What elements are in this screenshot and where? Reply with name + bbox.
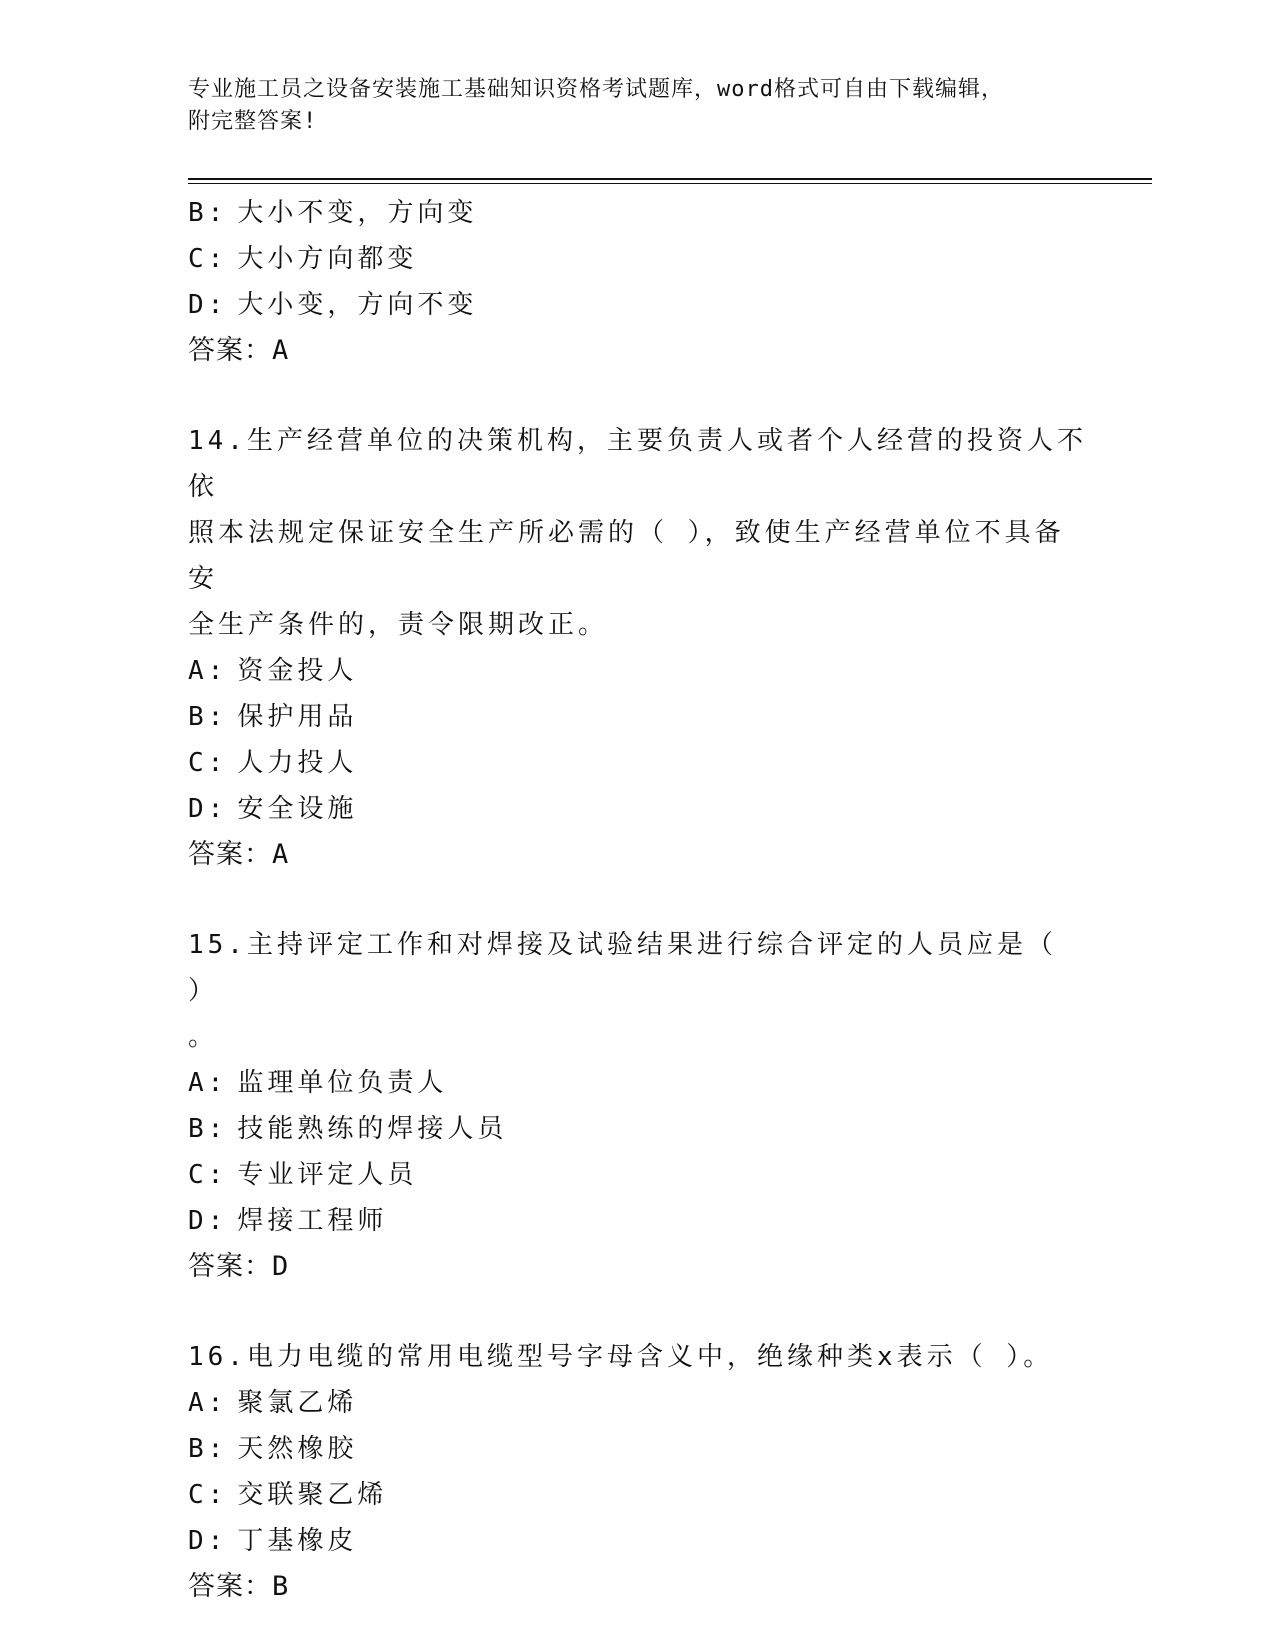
option-d xyxy=(188,1198,1088,1244)
question-stem-line: 全生产条件的，责令限期改正。 xyxy=(188,610,609,640)
answer-line: 答案：B xyxy=(188,1571,290,1602)
question-stem-line: 。 xyxy=(188,1022,219,1052)
option-key: B: xyxy=(188,1114,228,1144)
option-key: A: xyxy=(188,656,228,686)
option-key: D: xyxy=(188,1526,228,1556)
question-stem-line: 16.电力电缆的常用电缆型号字母含义中，绝缘种类x表示（ ）。 xyxy=(188,1342,1054,1372)
option-text: 大小方向都变 xyxy=(237,244,418,274)
header-rule-thin xyxy=(188,183,1152,184)
option-text: 交联聚乙烯 xyxy=(237,1480,388,1510)
question-16 xyxy=(188,1334,1088,1610)
option-key: C: xyxy=(188,244,228,274)
question-stem-line: 15.主持评定工作和对焊接及试验结果进行综合评定的人员应是（ ） xyxy=(188,930,1057,1006)
option-c xyxy=(188,1152,1088,1198)
option-text: 大小不变，方向变 xyxy=(237,198,478,228)
option-key: D: xyxy=(188,290,228,320)
option-text: 焊接工程师 xyxy=(237,1206,388,1236)
option-key: C: xyxy=(188,1160,228,1190)
option-key: B: xyxy=(188,198,228,228)
option-text: 资金投人 xyxy=(237,656,358,686)
option-key: B: xyxy=(188,702,228,732)
question-stem-line: 照本法规定保证安全生产所必需的（ ），致使生产经营单位不具备安 xyxy=(188,518,1065,594)
option-b xyxy=(188,694,1088,740)
option-a xyxy=(188,648,1088,694)
option-text: 技能熟练的焊接人员 xyxy=(237,1114,508,1144)
answer-line: 答案：A xyxy=(188,335,290,366)
header-line-2: 附完整答案! xyxy=(188,109,318,134)
option-c xyxy=(188,1472,1088,1518)
option-text: 聚氯乙烯 xyxy=(237,1388,358,1418)
option-text: 保护用品 xyxy=(237,702,358,732)
answer-line: 答案：D xyxy=(188,1251,290,1282)
header-line-1: 专业施工员之设备安装施工基础知识资格考试题库，word格式可自由下载编辑， xyxy=(188,77,1004,102)
option-b xyxy=(188,1106,1088,1152)
option-key: B: xyxy=(188,1434,228,1464)
option-d xyxy=(188,1518,1088,1564)
option-key: D: xyxy=(188,794,228,824)
option-c xyxy=(188,236,1088,282)
option-text: 人力投人 xyxy=(237,748,358,778)
option-d xyxy=(188,282,1088,328)
partial-question-block xyxy=(188,190,1088,374)
option-a xyxy=(188,1060,1088,1106)
header-rule-thick xyxy=(188,178,1152,180)
option-key: A: xyxy=(188,1068,228,1098)
option-text: 安全设施 xyxy=(237,794,358,824)
option-text: 丁基橡皮 xyxy=(237,1526,358,1556)
option-d xyxy=(188,786,1088,832)
option-key: C: xyxy=(188,1480,228,1510)
question-14 xyxy=(188,418,1088,878)
option-text: 监理单位负责人 xyxy=(237,1068,448,1098)
option-a xyxy=(188,1380,1088,1426)
option-key: A: xyxy=(188,1388,228,1418)
document-body xyxy=(188,190,1088,1610)
option-text: 大小变，方向不变 xyxy=(237,290,478,320)
option-text: 天然橡胶 xyxy=(237,1434,358,1464)
question-stem-line: 14.生产经营单位的决策机构，主要负责人或者个人经营的投资人不依 xyxy=(188,426,1087,502)
option-b xyxy=(188,1426,1088,1472)
document-header xyxy=(188,74,1068,138)
option-b xyxy=(188,190,1088,236)
option-key: D: xyxy=(188,1206,228,1236)
question-15 xyxy=(188,922,1088,1290)
answer-line: 答案：A xyxy=(188,839,290,870)
option-key: C: xyxy=(188,748,228,778)
option-text: 专业评定人员 xyxy=(237,1160,418,1190)
option-c xyxy=(188,740,1088,786)
